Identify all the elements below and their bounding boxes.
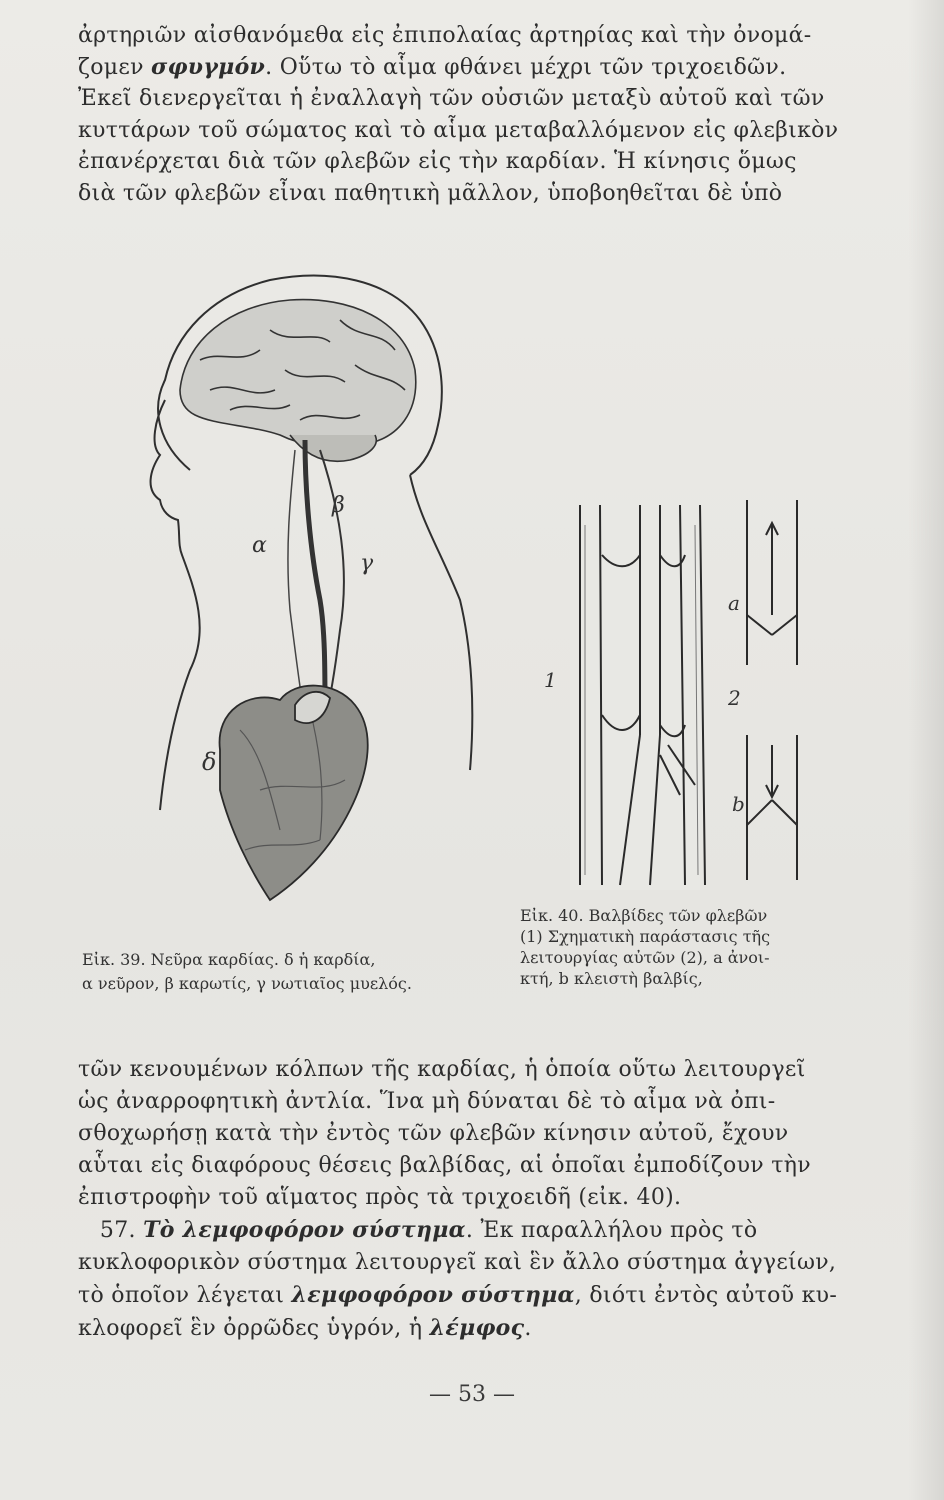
section-57: [78, 1214, 858, 1345]
section-number: 57.: [99, 1218, 136, 1243]
text-span: . Ἐκ παραλλήλου πρὸς τὸ: [465, 1218, 758, 1243]
term-sfygmos: σφυγμόν: [151, 53, 266, 80]
label-delta: δ: [202, 748, 217, 776]
text-line: κυττάρων τοῦ σώματος καὶ τὸ αἷμα μεταβαλλόμενον εἰς φλεβικὸν: [78, 117, 839, 143]
heart: [220, 686, 368, 900]
label-two: 2: [728, 686, 741, 710]
text-span: ζομεν: [78, 54, 144, 80]
label-alpha: α: [252, 533, 267, 558]
figure-40-vein-valves: [540, 495, 720, 895]
caption-line: Εἰκ. 40. Βαλβίδες τῶν φλεβῶν: [520, 906, 768, 925]
text-line: διὰ τῶν φλεβῶν εἶναι παθητικὴ μᾶλλον, ὑποβοηθεῖται δὲ ὑπὸ: [78, 180, 783, 206]
figure-39-caption: [82, 948, 412, 996]
caption-line: Εἰκ. 39. Νεῦρα καρδίας. δ ἡ καρδία,: [82, 950, 376, 969]
text-span: τὸ ὁποῖον λέγεται: [78, 1283, 285, 1308]
text-line: ἐπιστροφὴν τοῦ αἵματος πρὸς τὰ τριχοειδῆ (εἰκ. 40).: [78, 1185, 682, 1210]
text-line: σθοχωρήσῃ κατὰ τὴν ἐντὸς τῶν φλεβῶν κίνησιν αὐτοῦ, ἔχουν: [78, 1121, 789, 1146]
text-line: ἐπανέρχεται διὰ τῶν φλεβῶν εἰς τὴν καρδίαν. Ἡ κίνησις ὅμως: [78, 149, 797, 174]
caption-line: κτή, b κλειστὴ βαλβίς,: [520, 969, 703, 988]
text-span: κλοφορεῖ ἓν ὀρρῶδες ὑγρόν, ἡ: [78, 1316, 423, 1341]
text-line: [78, 52, 858, 84]
text-line: Ἐκεῖ διενεργεῖται ἡ ἐναλλαγὴ τῶν οὐσιῶν μεταξὺ αὐτοῦ καὶ τῶν: [78, 86, 825, 111]
caption-line: (1) Σχηματικὴ παράστασις τῆς: [520, 927, 771, 946]
figure-39-heart-nerves: [120, 250, 480, 910]
figure-40-caption: [520, 905, 770, 989]
spinal-cord: [305, 440, 325, 710]
label-beta: β: [332, 493, 345, 518]
term-lymphatic-system: λεμφοφόρον σύστημα: [291, 1282, 575, 1308]
term-lymph: λέμφος: [429, 1315, 525, 1341]
caption-line: λειτουργίας αὐτῶν (2), a ἀνοι-: [520, 948, 770, 967]
vein-drawing: [570, 500, 705, 890]
section-heading: Τὸ λεμφοφόρον σύστημα: [143, 1217, 466, 1243]
text-line: ὡς ἀναρροφητικὴ ἀντλία. Ἵνα μὴ δύναται δὲ τὸ αἷμα νὰ ὀπι-: [78, 1089, 776, 1114]
text-span: . Οὕτω τὸ αἷμα φθάνει μέχρι τῶν τριχοειδῶν.: [265, 54, 787, 80]
text-line: κυκλοφορικὸν σύστημα λειτουργεῖ καὶ ἓν ἄλλο σύστημα ἀγγείων,: [78, 1250, 837, 1275]
label-one: 1: [544, 668, 557, 692]
section-heading-line: [78, 1214, 858, 1247]
label-b: b: [732, 792, 745, 816]
text-line: αὗται εἰς διαφόρους θέσεις βαλβίδας, αἱ ὁποῖαι ἐμποδίζουν τὴν: [78, 1153, 811, 1178]
bottom-paragraph: [78, 1054, 858, 1214]
text-span: , διότι ἐντὸς αὐτοῦ κυ-: [574, 1283, 838, 1308]
schematic-drawing: [747, 500, 797, 880]
label-a: a: [728, 591, 740, 615]
top-paragraph: [78, 20, 858, 209]
nerve: [288, 450, 305, 720]
text-line: [78, 1279, 858, 1312]
page-number: — 53 —: [429, 1382, 515, 1407]
caption-line: α νεῦρον, β καρωτίς, γ νωτιαῖος μυελός.: [82, 974, 412, 993]
text-line: [78, 1312, 858, 1345]
page-edge-shadow: [908, 0, 944, 1500]
text-span: .: [524, 1316, 532, 1341]
brain: [180, 300, 416, 462]
label-gamma: γ: [360, 551, 374, 576]
text-line: τῶν κενουμένων κόλπων τῆς καρδίας, ἡ ὁποία οὕτω λειτουργεῖ: [78, 1057, 806, 1082]
text-line: ἀρτηριῶν αἰσθανόμεθα εἰς ἐπιπολαίας ἀρτηρίας καὶ τὴν ὀνομά-: [78, 23, 812, 48]
figure-40-schematic: [722, 495, 812, 895]
